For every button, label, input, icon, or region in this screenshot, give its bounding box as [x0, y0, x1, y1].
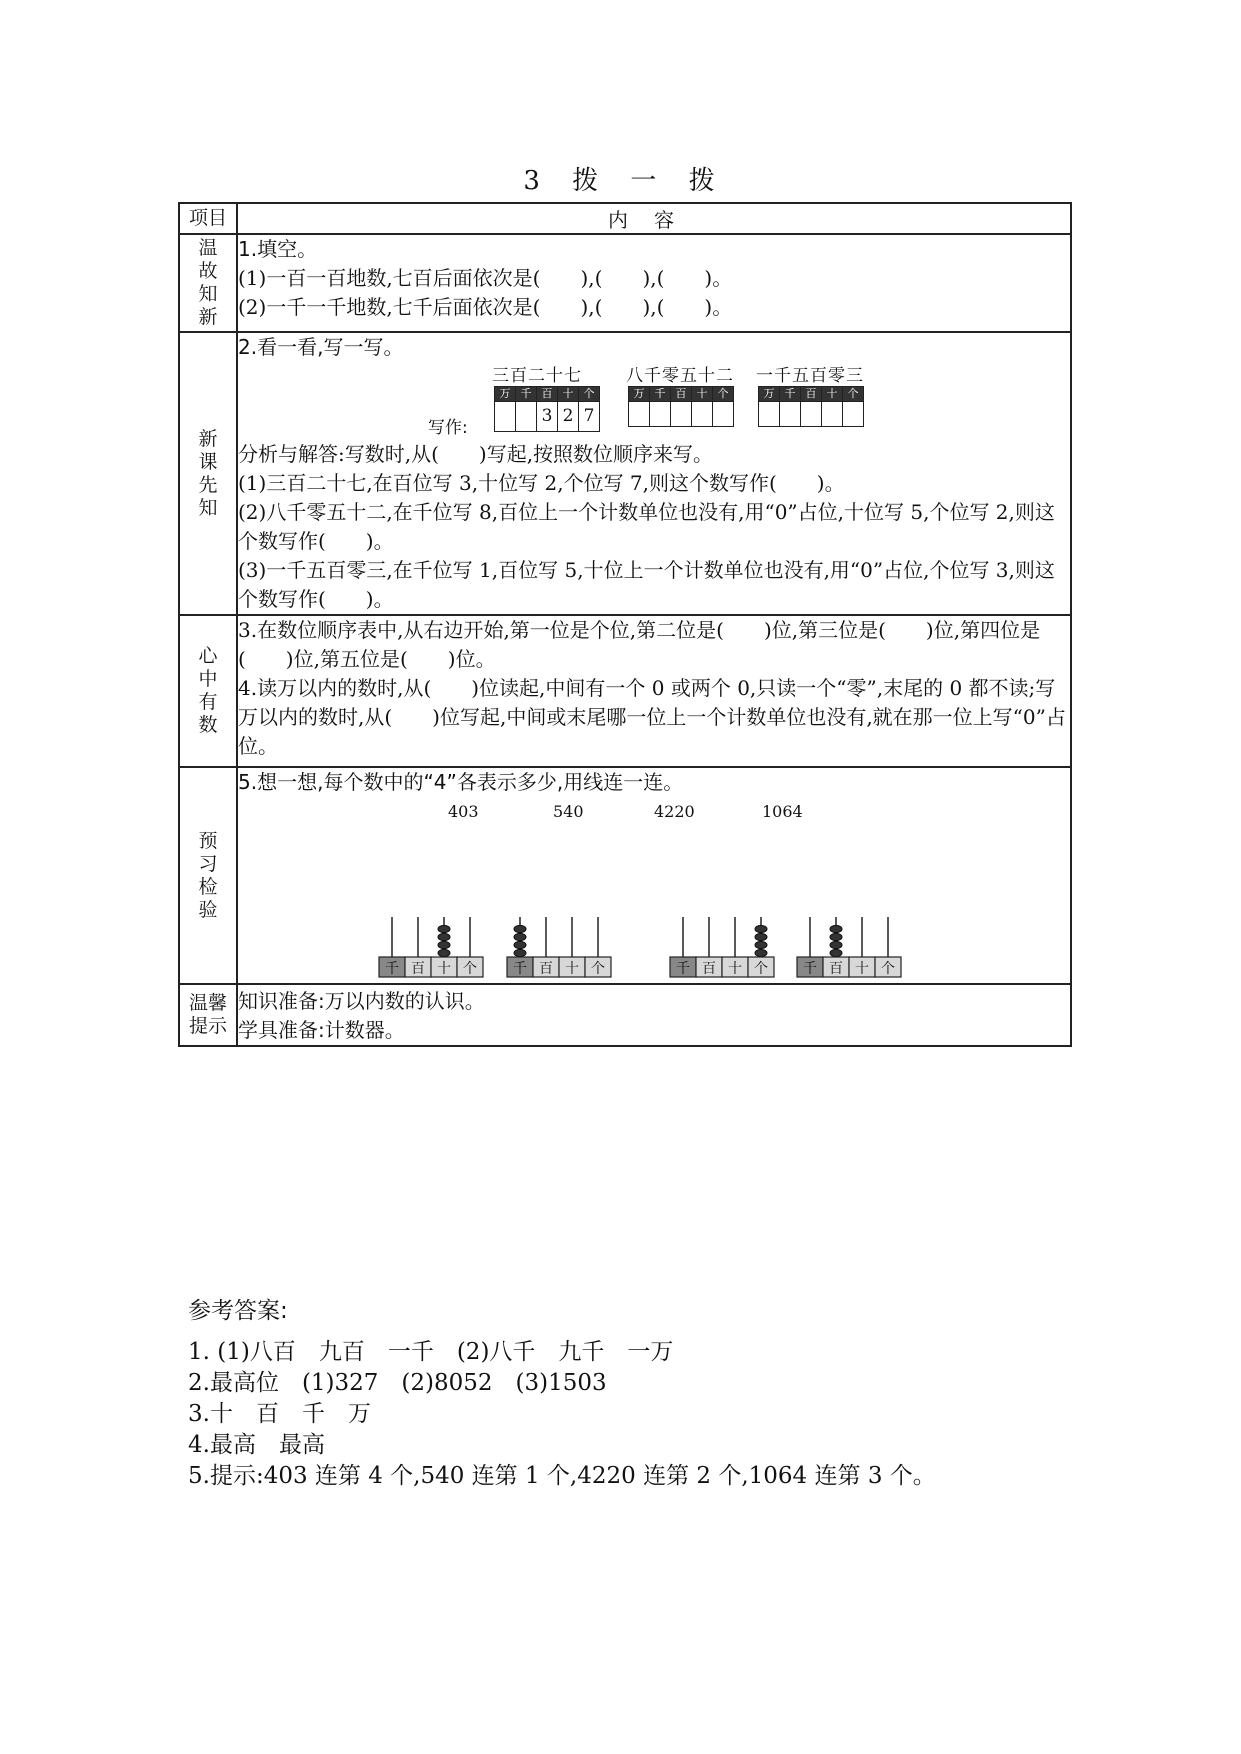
- abacus-bead: [438, 933, 450, 940]
- abacus-area: [238, 821, 1070, 983]
- lesson-table: [178, 202, 1072, 1047]
- place-head: 万: [495, 387, 516, 402]
- place-head: 百: [801, 387, 822, 402]
- label-newlesson-text: 新 课 先 知: [198, 427, 218, 519]
- place-head: 千: [650, 387, 671, 402]
- abacus-bead: [514, 941, 526, 948]
- row-newlesson: [179, 332, 1071, 615]
- analysis-item-1: (1)三百二十七,在百位写 3,十位写 2,个位写 7,则这个数写作( )。: [238, 471, 845, 495]
- place-head: 万: [759, 387, 780, 402]
- abacus-bead: [755, 949, 767, 956]
- place-head: 百: [537, 387, 558, 402]
- abacus-bead: [438, 925, 450, 932]
- digit-box[interactable]: [495, 402, 516, 432]
- abacus-bead: [438, 941, 450, 948]
- header-content: 内容: [237, 203, 1071, 234]
- row-mind: [179, 615, 1071, 767]
- abacus-bead: [514, 933, 526, 940]
- abacus-3: [668, 917, 776, 979]
- abacus-place-label: 十: [728, 961, 742, 977]
- digit-box[interactable]: [516, 402, 537, 432]
- abacus-place-label: 千: [676, 961, 690, 977]
- place-head: 万: [629, 387, 650, 402]
- abacus-2: [505, 917, 613, 979]
- label-review-text: 温 故 知 新: [198, 237, 218, 328]
- answer-heading: 参考答案:: [188, 1298, 288, 1324]
- place-value-grid-1: [494, 386, 600, 432]
- place-head: 十: [692, 387, 713, 402]
- abacus-place-label: 百: [702, 961, 716, 977]
- number-word-1: 三百二十七: [492, 366, 582, 386]
- label-preview: [179, 767, 237, 984]
- label-mind: [179, 615, 237, 767]
- abacus-place-label: 个: [881, 961, 895, 977]
- content-newlesson: [237, 332, 1071, 615]
- label-tips-text: 温馨 提示: [188, 992, 227, 1037]
- abacus-bead: [830, 925, 842, 932]
- place-head: 千: [780, 387, 801, 402]
- number-word-3: 一千五百零三: [756, 366, 864, 386]
- answer-1: 1. (1)八百 九百 一千 (2)八千 九千 一万: [188, 1339, 674, 1365]
- place-value-exercise: [238, 362, 1070, 440]
- place-head: 十: [558, 387, 579, 402]
- digit-box[interactable]: [759, 402, 780, 427]
- digit-box[interactable]: [801, 402, 822, 427]
- content-preview: [237, 767, 1071, 984]
- answer-section: [188, 1296, 936, 1492]
- review-line-2: (1)一百一百地数,七百后面依次是( ),( ),( )。: [238, 266, 733, 290]
- review-line-3: (2)一千一千地数,七千后面依次是( ),( ),( )。: [238, 295, 733, 319]
- place-head: 千: [516, 387, 537, 402]
- digit-box[interactable]: 2: [558, 402, 579, 432]
- label-review: [179, 234, 237, 332]
- mind-line-4: 4.读万以内的数时,从( )位读起,中间有一个 0 或两个 0,只读一个“零”,末尾的 0 都不读;写万以内的数时,从( )位写起,中间或末尾哪一位上一个计数单位也没有,就在那一位上写“0”占位。: [238, 676, 1066, 758]
- label-newlesson: [179, 332, 237, 615]
- mind-line-3: 3.在数位顺序表中,从右边开始,第一位是个位,第二位是( )位,第三位是( )位,第四位是( )位,第五位是( )位。: [238, 618, 1041, 671]
- number-4: 1064: [762, 802, 803, 821]
- abacus-bead: [755, 933, 767, 940]
- abacus-place-label: 千: [513, 961, 527, 977]
- abacus-place-label: 百: [539, 961, 553, 977]
- digit-box[interactable]: [692, 402, 713, 427]
- row-tips: [179, 984, 1071, 1046]
- label-mind-text: 心 中 有 数: [198, 645, 218, 736]
- label-tips: [179, 984, 237, 1046]
- place-head: 十: [822, 387, 843, 402]
- abacus-bead: [830, 933, 842, 940]
- abacus-bead: [830, 941, 842, 948]
- abacus-place-label: 个: [591, 961, 605, 977]
- answer-3: 3.十 百 千 万: [188, 1401, 371, 1427]
- number-3: 4220: [654, 802, 695, 821]
- abacus-bead: [514, 925, 526, 932]
- abacus-place-label: 千: [385, 961, 399, 977]
- place-head: 个: [579, 387, 600, 402]
- abacus-bead: [830, 949, 842, 956]
- analysis-item-3: (3)一千五百零三,在千位写 1,百位写 5,十位上一个计数单位也没有,用“0”占位,个位写 3,则这个数写作( )。: [238, 558, 1055, 611]
- answer-4: 4.最高 最高: [188, 1432, 325, 1458]
- label-preview-text: 预 习 检 验: [198, 829, 218, 921]
- abacus-bead: [514, 949, 526, 956]
- digit-box[interactable]: 3: [537, 402, 558, 432]
- analysis-item-2: (2)八千零五十二,在千位写 8,百位上一个计数单位也没有,用“0”占位,十位写 5,个位写 2,则这个数写作( )。: [238, 500, 1055, 553]
- digit-box[interactable]: [822, 402, 843, 427]
- abacus-place-label: 十: [437, 961, 451, 977]
- xiezuo-label: 写作:: [428, 418, 468, 438]
- number-2: 540: [553, 802, 584, 821]
- preview-numbers: [238, 797, 1070, 821]
- abacus-place-label: 百: [829, 961, 843, 977]
- place-head: 个: [843, 387, 864, 402]
- digit-box[interactable]: [650, 402, 671, 427]
- abacus-place-label: 个: [463, 961, 477, 977]
- abacus-place-label: 个: [754, 961, 768, 977]
- abacus-place-label: 十: [565, 961, 579, 977]
- answer-2: 2.最高位 (1)327 (2)8052 (3)1503: [188, 1370, 607, 1396]
- row-review: [179, 234, 1071, 332]
- preview-intro: 5.想一想,每个数中的“4”各表示多少,用线连一连。: [238, 770, 684, 794]
- content-tips: [237, 984, 1071, 1046]
- digit-box[interactable]: [629, 402, 650, 427]
- abacus-1: [377, 917, 485, 979]
- digit-box[interactable]: [713, 402, 734, 427]
- row-preview: [179, 767, 1071, 984]
- review-line-1: 1.填空。: [238, 237, 318, 261]
- content-review: [237, 234, 1071, 332]
- number-word-2: 八千零五十二: [626, 366, 734, 386]
- place-value-grid-3: [758, 386, 864, 427]
- header-project: 项目: [179, 203, 237, 234]
- digit-box[interactable]: 7: [579, 402, 600, 432]
- page-title: 3 拨 一 拨: [523, 166, 727, 196]
- place-head: 百: [671, 387, 692, 402]
- abacus-bead: [755, 941, 767, 948]
- abacus-place-label: 千: [803, 961, 817, 977]
- number-1: 403: [448, 802, 479, 821]
- place-head: 个: [713, 387, 734, 402]
- tip-tools: 学具准备:计数器。: [238, 1018, 405, 1042]
- tip-knowledge: 知识准备:万以内数的认识。: [238, 989, 485, 1013]
- answer-5: 5.提示:403 连第 4 个,540 连第 1 个,4220 连第 2 个,1064 连第 3 个。: [188, 1463, 936, 1489]
- analysis-line: 分析与解答:写数时,从( )写起,按照数位顺序来写。: [238, 442, 714, 466]
- content-mind: [237, 615, 1071, 767]
- abacus-4: [795, 917, 903, 979]
- digit-box[interactable]: [843, 402, 864, 427]
- table-header: [179, 203, 1071, 234]
- place-value-grid-2: [628, 386, 734, 427]
- abacus-place-label: 百: [411, 961, 425, 977]
- abacus-bead: [438, 949, 450, 956]
- digit-box[interactable]: [780, 402, 801, 427]
- newlesson-intro: 2.看一看,写一写。: [238, 335, 404, 359]
- abacus-place-label: 十: [855, 961, 869, 977]
- digit-box[interactable]: [671, 402, 692, 427]
- abacus-bead: [755, 925, 767, 932]
